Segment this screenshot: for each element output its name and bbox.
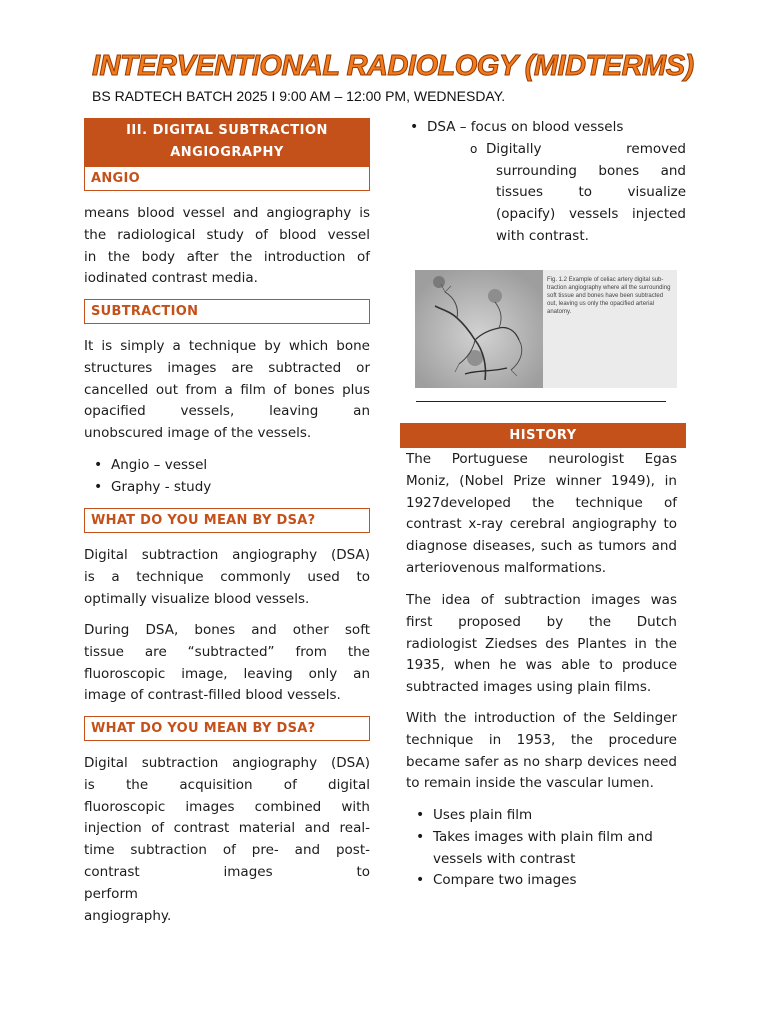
text-line: optimally visualize blood vessels. bbox=[84, 590, 310, 607]
text-line: angiography. bbox=[84, 907, 172, 924]
sub-list-item: o Digitally removed bbox=[400, 139, 686, 161]
angiography-figure bbox=[415, 270, 677, 388]
sub-list-item-cont: (opacify) vessels injected bbox=[496, 206, 686, 223]
list-item: • Uses plain film bbox=[406, 805, 677, 827]
text-line: image of contrast-filled blood vessels. bbox=[84, 687, 341, 704]
text-line: opacified vessels, leaving an bbox=[84, 403, 370, 420]
text-line: radiologist Ziedses des Plantes in the bbox=[406, 635, 677, 652]
text-line: Moniz, (Nobel Prize winner 1949), in bbox=[406, 472, 677, 489]
divider bbox=[416, 401, 666, 402]
text-line: 1927developed the technique of bbox=[406, 494, 677, 511]
angiogram-image bbox=[415, 270, 543, 388]
list-item: • DSA – focus on blood vessels bbox=[400, 117, 686, 139]
list-item-cont: vessels with contrast bbox=[433, 850, 576, 867]
sub-list-item-cont: surrounding bones and bbox=[496, 162, 686, 179]
text-line: to remain inside the vascular lumen. bbox=[406, 775, 654, 792]
subtraction-definition bbox=[84, 336, 370, 445]
text-line: Digital subtraction angiography (DSA) bbox=[84, 547, 370, 563]
text-line: unobscured image of the vessels. bbox=[84, 425, 312, 442]
caption-line: soft tissue and bones have been subtracted bbox=[547, 293, 664, 299]
text-line: first proposed by the Dutch bbox=[406, 613, 677, 630]
section-title-line: ANGIOGRAPHY bbox=[170, 145, 284, 160]
text-line: contrast images to perform bbox=[84, 863, 370, 902]
sub-list-item-cont: with contrast. bbox=[496, 227, 589, 244]
text-line: 1935, when he was able to produce bbox=[406, 657, 677, 674]
sub-list-item-cont: tissues to visualize bbox=[496, 184, 686, 201]
text-line: in the body after the introduction of bbox=[84, 248, 370, 265]
text-line: fluoroscopic images combined with bbox=[84, 798, 370, 815]
caption-line: anatomy. bbox=[547, 309, 572, 315]
text-line: The idea of subtraction images was bbox=[406, 592, 677, 608]
text-line: diagnose diseases, such as tumors and bbox=[406, 538, 677, 555]
text-line: tissue are “subtracted” from the bbox=[84, 643, 370, 660]
angio-heading: ANGIO bbox=[84, 166, 370, 191]
figure-caption bbox=[547, 276, 673, 316]
subtraction-bullets bbox=[84, 455, 370, 499]
dsa-heading-2: WHAT DO YOU MEAN BY DSA? bbox=[84, 716, 370, 741]
page-title: INTERVENTIONAL RADIOLOGY (MIDTERMS) bbox=[92, 50, 694, 82]
text-line: means blood vessel and angiography is bbox=[84, 205, 370, 221]
history-heading: HISTORY bbox=[400, 423, 686, 448]
dsa-definition-1 bbox=[84, 545, 370, 610]
page-subtitle: BS RADTECH BATCH 2025 I 9:00 AM – 12:00 PM, WEDNESDAY. bbox=[92, 88, 506, 104]
text-line: is the acquisition of digital bbox=[84, 776, 370, 793]
list-item: • Takes images with plain film and bbox=[406, 827, 677, 849]
list-item: • Angio – vessel bbox=[84, 455, 370, 477]
dsa-definition-2 bbox=[84, 620, 370, 707]
caption-line: traction angiography where all the surrounding bbox=[547, 285, 671, 291]
text-line: arteriovenous malformations. bbox=[406, 559, 607, 576]
angio-definition bbox=[84, 203, 370, 290]
text-line: It is simply a technique by which bone bbox=[84, 338, 370, 354]
text-line: time subtraction of pre- and post- bbox=[84, 842, 370, 859]
text-line: iodinated contrast media. bbox=[84, 270, 258, 287]
text-line: During DSA, bones and other soft bbox=[84, 622, 370, 638]
history-bullets bbox=[406, 805, 677, 892]
history-para-2 bbox=[406, 590, 677, 699]
text-line: injection of contrast material and real- bbox=[84, 820, 370, 837]
dsa-definition-3 bbox=[84, 753, 370, 927]
caption-line: out, leaving us only the opacified arterial bbox=[547, 301, 655, 307]
text-line: Digital subtraction angiography (DSA) bbox=[84, 755, 370, 771]
history-para-3 bbox=[406, 708, 677, 795]
text-line: subtracted images using plain films. bbox=[406, 679, 652, 696]
text-line: is a technique commonly used to bbox=[84, 568, 370, 585]
history-para-1 bbox=[406, 449, 677, 580]
section-title bbox=[84, 118, 370, 166]
dsa-focus-list bbox=[400, 117, 686, 248]
list-item: • Graphy - study bbox=[84, 477, 370, 499]
text-line: With the introduction of the Seldinger bbox=[406, 710, 677, 726]
caption-line: Fig. 1.2 Example of celiac artery digital sub- bbox=[547, 277, 664, 283]
text-line: structures images are subtracted or bbox=[84, 359, 370, 376]
section-title-line: III. DIGITAL SUBTRACTION bbox=[126, 123, 328, 138]
text-line: became safer as no sharp devices need bbox=[406, 753, 677, 770]
text-line: the radiological study of blood vessel bbox=[84, 226, 370, 243]
text-line: The Portuguese neurologist Egas bbox=[406, 451, 677, 467]
dsa-heading: WHAT DO YOU MEAN BY DSA? bbox=[84, 508, 370, 533]
text-line: fluoroscopic image, leaving only an bbox=[84, 665, 370, 682]
subtraction-heading: SUBTRACTION bbox=[84, 299, 370, 324]
list-item: • Compare two images bbox=[406, 870, 677, 892]
text-line: contrast x-ray cerebral angiography to bbox=[406, 516, 677, 533]
text-line: cancelled out from a film of bones plus bbox=[84, 381, 370, 398]
text-line: technique in 1953, the procedure bbox=[406, 731, 677, 748]
